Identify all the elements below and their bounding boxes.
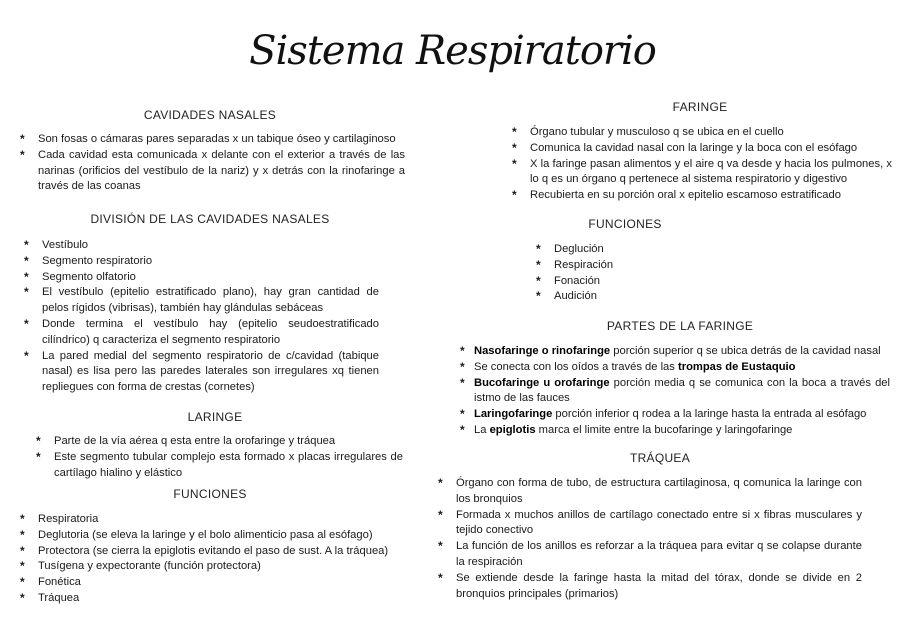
heading-partes-faringe: PARTES DE LA FARINGE (606, 319, 754, 333)
list-item: * Respiratoria (20, 512, 405, 528)
list-item: * Fonación (536, 274, 736, 290)
list-item: * Comunica la cavidad nasal con la laringe y la boca con el esófago (512, 141, 892, 157)
list-item: * Tusígena y expectorante (función protectora) (20, 559, 405, 575)
list-item: * Parte de la vía aérea q esta entre la orofaringe y tráquea (36, 434, 403, 450)
list-item: * La epiglotis marca el limite entre la bucofaringe y laringofaringe (460, 423, 890, 439)
list-partes-faringe (460, 344, 890, 439)
list-item: * Se extiende desde la faringe hasta la mitad del tórax, donde se divide en 2 bronquios principales (primarios) (438, 571, 862, 603)
list-item: * Formada x muchos anillos de cartílago conectado entre si x fibras musculares y tejido conectivo (438, 508, 862, 540)
list-item: * Laringofaringe porción inferior q rodea a la laringe hasta la entrada al esófago (460, 407, 890, 423)
list-item: * Nasofaringe o rinofaringe porción superior q se ubica detrás de la cavidad nasal (460, 344, 890, 360)
list-item: * Audición (536, 289, 736, 305)
list-item: * Tráquea (20, 591, 405, 607)
list-item: * Se conecta con los oídos a través de las trompas de Eustaquio (460, 360, 890, 376)
list-item: * Este segmento tubular complejo esta formado x placas irregulares de cartílago hialino y elástico (36, 450, 403, 482)
list-item: * El vestíbulo (epitelio estratificado plano), hay gran cantidad de pelos rígidos (vibrisas), también hay glándulas sebáceas (24, 285, 379, 317)
heading-division-cavidades: DIVISIÓN DE LAS CAVIDADES NASALES (90, 212, 330, 226)
list-item: * Respiración (536, 258, 736, 274)
heading-laringe: LARINGE (187, 410, 243, 424)
list-funciones-faringe (536, 242, 736, 305)
list-item: * La función de los anillos es reforzar a la tráquea para evitar q se colapse durante la respiración (438, 539, 862, 571)
list-item: * Deglutoria (se eleva la laringe y el bolo alimenticio pasa al esófago) (20, 528, 405, 544)
heading-cavidades-nasales: CAVIDADES NASALES (143, 108, 277, 122)
list-item: * La pared medial del segmento respiratorio de c/cavidad (tabique nasal) es lisa pero las paredes laterales son irregulares xq tienen repliegues con forma de crestas (cornetes) (24, 349, 379, 396)
list-funciones-laringe (20, 512, 405, 607)
heading-funciones-faringe: FUNCIONES (588, 217, 662, 231)
heading-funciones-laringe: FUNCIONES (173, 487, 247, 501)
list-item: * X la faringe pasan alimentos y el aire q va desde y hacia los pulmones, x lo q es un órgano q pertenece al sistema respiratorio y digestivo (512, 157, 892, 189)
list-faringe (512, 125, 892, 204)
list-item: * Fonética (20, 575, 405, 591)
page-title: Sistema Respiratorio (249, 28, 656, 74)
list-traquea (438, 476, 862, 602)
list-item: * Deglución (536, 242, 736, 258)
list-laringe (36, 434, 403, 481)
list-item: * Vestíbulo (24, 238, 379, 254)
list-item: * Cada cavidad esta comunicada x delante con el exterior a través de las narinas (orificios del vestíbulo de la nariz) y x detrás con la rinofaringe a través de las coanas (20, 148, 405, 195)
list-item: * Órgano tubular y musculoso q se ubica en el cuello (512, 125, 892, 141)
list-item: * Son fosas o cámaras pares separadas x un tabique óseo y cartilaginoso (20, 132, 405, 148)
list-item: * Segmento respiratorio (24, 254, 379, 270)
list-cavidades-nasales (20, 132, 405, 195)
list-item: * Recubierta en su porción oral x epitelio escamoso estratificado (512, 188, 892, 204)
list-item: * Protectora (se cierra la epiglotis evitando el paso de sust. A la tráquea) (20, 544, 405, 560)
heading-traquea: TRÁQUEA (629, 451, 691, 465)
list-item: * Órgano con forma de tubo, de estructura cartilaginosa, q comunica la laringe con los bronquios (438, 476, 862, 508)
heading-faringe: FARINGE (672, 100, 728, 114)
list-item: * Donde termina el vestíbulo hay (epitelio seudoestratificado cilíndrico) q caracteriza el segmento respiratorio (24, 317, 379, 349)
list-item: * Segmento olfatorio (24, 270, 379, 286)
list-division-cavidades (24, 238, 379, 396)
list-item: * Bucofaringe u orofaringe porción media q se comunica con la boca a través del istmo de las fauces (460, 376, 890, 408)
